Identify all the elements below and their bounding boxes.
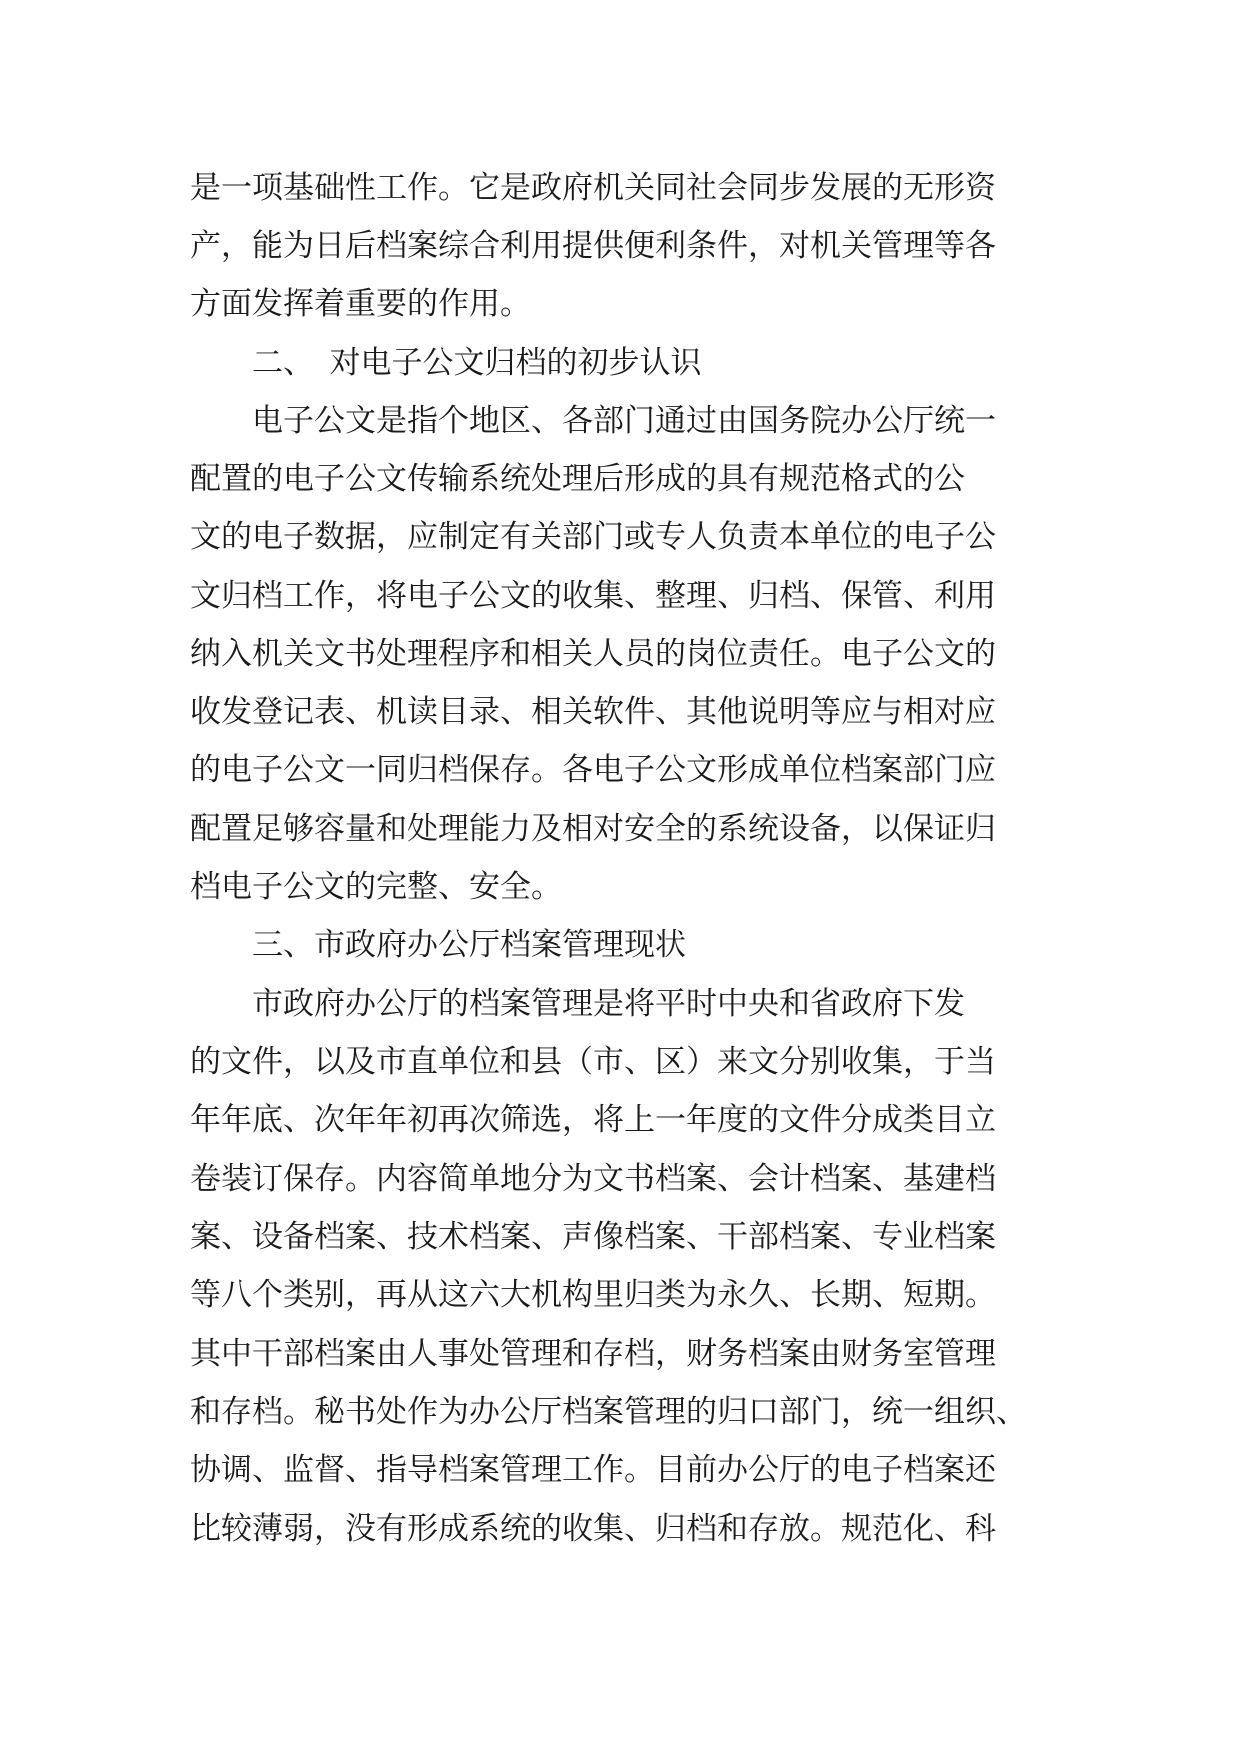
paragraph-line: 收发登记表、机读目录、相关软件、其他说明等应与相对应 — [190, 694, 996, 730]
paragraph-line: 和存档。秘书处作为办公厅档案管理的归口部门，统一组织、 — [190, 1394, 1027, 1430]
paragraph-line: 比较薄弱，没有形成系统的收集、归档和存放。规范化、科 — [190, 1511, 996, 1547]
paragraph-line: 文的电子数据，应制定有关部门或专人负责本单位的电子公 — [190, 519, 996, 555]
paragraph-line: 案、设备档案、技术档案、声像档案、干部档案、专业档案 — [190, 1219, 996, 1255]
paragraph-line: 年年底、次年年初再次筛选，将上一年度的文件分成类目立 — [190, 1102, 996, 1138]
paragraph-line: 配置的电子公文传输系统处理后形成的具有规范格式的公 — [190, 461, 965, 497]
paragraph-line: 市政府办公厅的档案管理是将平时中央和省政府下发 — [252, 986, 965, 1022]
paragraph-line: 配置足够容量和处理能力及相对安全的系统设备，以保证归 — [190, 811, 996, 847]
section-heading: 三、市政府办公厅档案管理现状 — [252, 927, 686, 963]
paragraph-line: 电子公文是指个地区、各部门通过由国务院办公厅统一 — [252, 403, 996, 439]
paragraph-line: 档电子公文的完整、安全。 — [190, 869, 562, 905]
paragraph-line: 是一项基础性工作。它是政府机关同社会同步发展的无形资 — [190, 170, 996, 206]
paragraph-line: 协调、监督、指导档案管理工作。目前办公厅的电子档案还 — [190, 1452, 996, 1488]
paragraph-line: 卷装订保存。内容简单地分为文书档案、会计档案、基建档 — [190, 1161, 996, 1197]
paragraph-line: 纳入机关文书处理程序和相关人员的岗位责任。电子公文的 — [190, 636, 996, 672]
paragraph-line: 方面发挥着重要的作用。 — [190, 286, 531, 322]
paragraph-line: 文归档工作，将电子公文的收集、整理、归档、保管、利用 — [190, 578, 996, 614]
paragraph-line: 产，能为日后档案综合利用提供便利条件，对机关管理等各 — [190, 228, 996, 264]
paragraph-line: 其中干部档案由人事处管理和存档，财务档案由财务室管理 — [190, 1336, 996, 1372]
paragraph-line: 等八个类别，再从这六大机构里归类为永久、长期、短期。 — [190, 1277, 996, 1313]
paragraph-line: 的电子公文一同归档保存。各电子公文形成单位档案部门应 — [190, 752, 996, 788]
section-heading: 二、 对电子公文归档的初步认识 — [252, 345, 702, 381]
paragraph-line: 的文件，以及市直单位和县（市、区）来文分别收集，于当 — [190, 1044, 996, 1080]
